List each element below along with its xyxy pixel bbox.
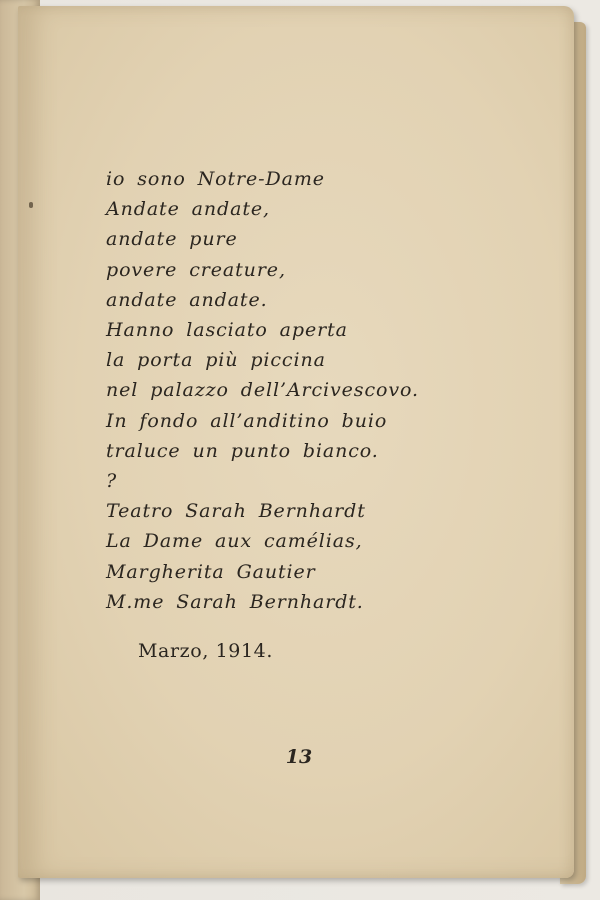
poem-line: traluce un punto bianco. <box>106 439 379 462</box>
poem-text <box>106 164 466 617</box>
poem-line: M.me Sarah Bernhardt. <box>106 590 364 613</box>
poem-line: Teatro Sarah Bernhardt <box>106 500 366 523</box>
gutter-mark <box>29 202 33 208</box>
poem-line: In fondo all’anditino buio <box>106 409 388 432</box>
poem-line: La Dame aux camélias, <box>106 530 363 553</box>
poem-line: andate andate. <box>106 288 268 311</box>
poem-line: nel palazzo dell’Arcivescovo. <box>106 379 419 402</box>
poem-line: povere creature, <box>106 258 286 281</box>
book-page <box>18 6 574 878</box>
poem-line: Hanno lasciato aperta <box>106 319 348 342</box>
poem-line: la porta più piccina <box>106 349 326 372</box>
poem-line: Margherita Gautier <box>106 560 316 583</box>
poem-line: andate pure <box>106 228 238 251</box>
poem-date: Marzo, 1914. <box>138 640 273 662</box>
page-number: 13 <box>285 746 313 768</box>
poem-line: Andate andate, <box>106 198 270 221</box>
poem-line: io sono Notre-Dame <box>106 168 325 190</box>
poem-line: ? <box>106 470 118 493</box>
